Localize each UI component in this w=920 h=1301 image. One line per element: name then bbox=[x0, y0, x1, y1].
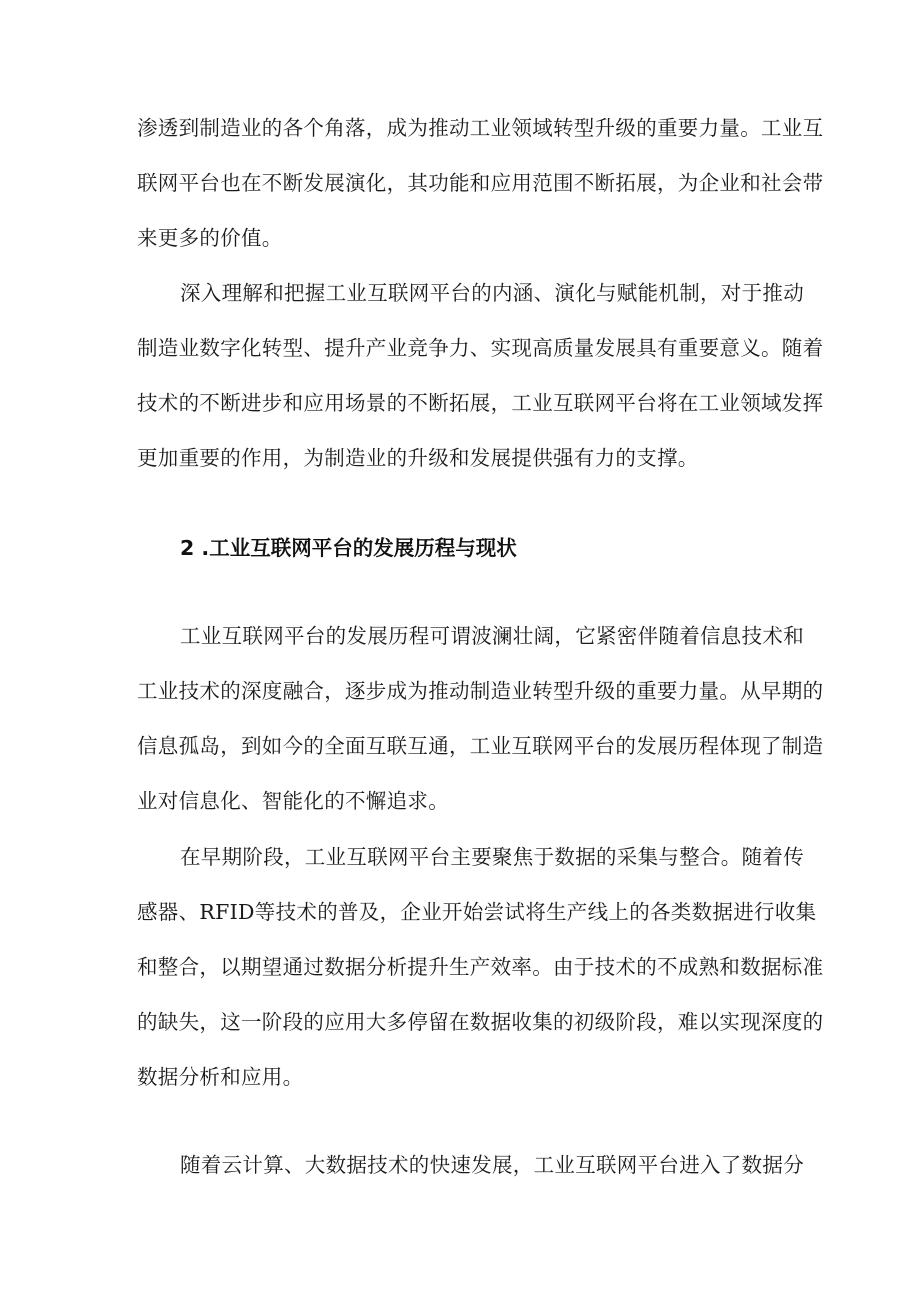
text-line: 感器、RFID等技术的普及，企业开始尝试将生产线上的各类数据进行收集 bbox=[137, 900, 817, 924]
text-line: 信息孤岛，到如今的全面互联互通，工业互联网平台的发展历程体现了制造 bbox=[137, 734, 824, 758]
text-line: 的缺失，这一阶段的应用大多停留在数据收集的初级阶段，难以实现深度的 bbox=[137, 1010, 824, 1034]
text-line: 深入理解和把握工业互联网平台的内涵、演化与赋能机制，对于推动 bbox=[180, 281, 804, 305]
text-line: 渗透到制造业的各个角落，成为推动工业领域转型升级的重要力量。工业互 bbox=[137, 116, 824, 140]
section-heading: 2 .工业互联网平台的发展历程与现状 bbox=[180, 536, 517, 560]
text-line: 随着云计算、大数据技术的快速发展，工业互联网平台进入了数据分 bbox=[180, 1153, 804, 1177]
text-line: 更加重要的作用，为制造业的升级和发展提供强有力的支撑。 bbox=[137, 446, 699, 470]
text-line: 工业互联网平台的发展历程可谓波澜壮阔，它紧密伴随着信息技术和 bbox=[180, 624, 804, 648]
text-line: 数据分析和应用。 bbox=[137, 1065, 304, 1089]
text-line: 制造业数字化转型、提升产业竞争力、实现高质量发展具有重要意义。随着 bbox=[137, 336, 824, 360]
text-line: 业对信息化、智能化的不懈追求。 bbox=[137, 789, 449, 813]
text-line: 联网平台也在不断发展演化，其功能和应用范围不断拓展，为企业和社会带 bbox=[137, 171, 824, 195]
text-line: 技术的不断进步和应用场景的不断拓展，工业互联网平台将在工业领域发挥 bbox=[137, 391, 824, 415]
text-line: 来更多的价值。 bbox=[137, 226, 283, 250]
text-line: 和整合，以期望通过数据分析提升生产效率。由于技术的不成熟和数据标准 bbox=[137, 955, 824, 979]
text-line: 在早期阶段，工业互联网平台主要聚焦于数据的采集与整合。随着传 bbox=[180, 845, 804, 869]
text-line: 工业技术的深度融合，逐步成为推动制造业转型升级的重要力量。从早期的 bbox=[137, 679, 824, 703]
